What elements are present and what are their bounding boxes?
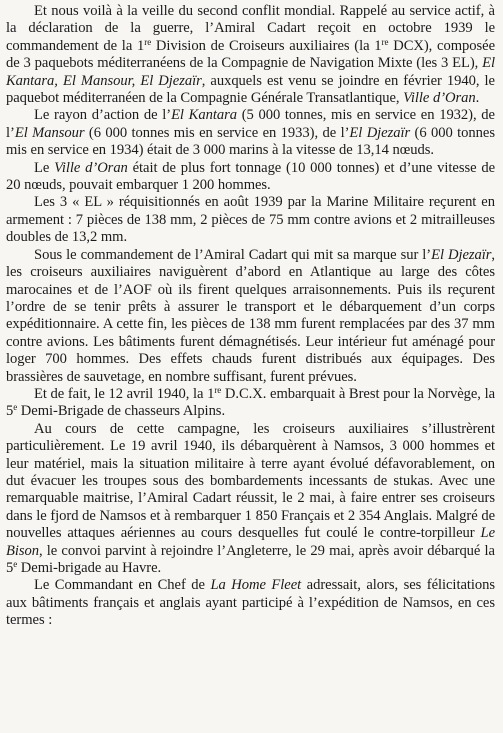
text-run: DCX), composée de 3 paquebots méditerranéens de la Compagnie de Navigation Mixte (les 3 EL), xyxy=(6,37,495,72)
italic-text: El Mansour xyxy=(14,124,85,141)
text-run: Et nous voilà à la veille du second conflit mondial. Rappelé au service actif, à la déclaration de la guerre, l’Amiral Cadart reçoit en octobre 1939 le commandement de la 1 xyxy=(6,3,495,54)
text-run: Demi-brigade au Havre. xyxy=(17,560,162,576)
superscript: re xyxy=(381,36,389,47)
text-run: Le xyxy=(34,159,55,176)
text-run: Division de Croiseurs auxiliaires (la 1 xyxy=(151,37,382,54)
paragraph xyxy=(6,107,495,159)
text-run: Sous le commandement de l’Amiral Cadart qui mit sa marque sur l’ xyxy=(34,246,432,263)
paragraph xyxy=(6,194,495,246)
text-run: , auxquels est venu se joindre en février 1940, le paquebot méditerranéen de la Compagnie Générale Transatlantique, xyxy=(6,72,495,107)
italic-text: El Djezaïr xyxy=(349,124,411,141)
italic-text: El Kantara xyxy=(171,107,237,124)
text-run: D.C.X. embarquait à Brest pour la Norvège, la 5 xyxy=(6,385,495,420)
italic-text: Le Bison xyxy=(6,525,495,559)
text-run: Demi-Brigade de chasseurs Alpins. xyxy=(17,403,226,420)
text-run: adressait, alors, ses félicitations aux bâtiments français et anglais ayant participé à l’expédition de Namsos, en ces termes : xyxy=(6,577,496,629)
text-run: Au cours de cette campagne, les croiseurs auxiliaires s’illustrèrent particulièrement. Le 19 avril 1940, ils débarquèrent à Namsos, 3 000 hommes et leur matériel, mais la situation militaire à terre ayant évolué défavorablement, on dut évacuer les troupes sous des bombardements incessants de stukas. Avec une remarquable maitrise, l’Amiral Cadart réussit, le 2 mai, à faire entrer ses croiseurs dans le fjord de Namsos et à rembarquer 1 850 Français et 2 354 Anglais. Malgré de nouvelles attaques aériennes au cours desquelles fut coulé le contre-torpilleur xyxy=(6,420,495,542)
text-run: , les croiseurs auxiliaires naviguèrent d’abord en Atlantique au large des côtes marocaines et de l’AOF où ils firent quelques arraisonnements. Puis ils reçurent l’ordre de se tenir prêts à assurer le transport et le débarquement d’un corps expéditionnaire. A cette fin, les pièces de 138 mm furent remplacées par des 37 mm contre avions. Les bâtiments furent démagnétisés. Leur intérieur fut aménagé pour loger 700 hommes. Des effets chauds furent distribués aux équipages. Des brassières de sauvetage, en nombre suffisant, furent prévues. xyxy=(6,246,495,385)
text-run: (6 000 tonnes mis en service en 1933), de l’ xyxy=(84,124,350,141)
paragraph xyxy=(6,577,495,629)
text-run: Et de fait, le 12 avril 1940, la 1 xyxy=(34,385,215,402)
paragraph xyxy=(6,421,495,578)
paragraph xyxy=(6,3,495,107)
text-run: Le rayon d’action de l’ xyxy=(34,107,172,124)
text-run: (5 000 tonnes, mis en service en 1932), de l’ xyxy=(6,107,495,141)
text-run: , le convoi parvint à rejoindre l’Angleterre, le 29 mai, après avoir débarqué la 5 xyxy=(6,542,495,576)
italic-text: El Kantara, El Mansour, El Djezaïr xyxy=(6,55,495,89)
paragraph xyxy=(6,247,495,386)
superscript: e xyxy=(13,402,18,413)
italic-text: Ville d’Oran xyxy=(403,90,476,107)
superscript: e xyxy=(13,559,18,569)
italic-text: El Djezaïr xyxy=(431,246,492,263)
superscript: re xyxy=(214,384,222,395)
superscript: re xyxy=(144,36,152,47)
text-run: (6 000 tonnes mis en service en 1934) était de 3 000 marins à la vitesse de 13,14 nœuds. xyxy=(6,124,495,159)
italic-text: La Home Fleet xyxy=(210,577,302,594)
text-run: . xyxy=(475,90,480,107)
paragraph xyxy=(6,160,495,195)
italic-text: Ville d’Oran xyxy=(54,159,128,176)
text-run: Les 3 « EL » réquisitionnés en août 1939 par la Marine Militaire reçurent en armement : 7 pièces de 138 mm, 2 pièces de 75 mm contre avions et 2 mitrailleuses doubles de 13,2 mm. xyxy=(6,194,495,246)
paragraph xyxy=(6,386,495,421)
text-run: Le Commandant en Chef de xyxy=(34,577,211,594)
text-run: était de plus fort tonnage (10 000 tonnes) et d’une vitesse de 20 nœuds, pouvait embarquer 1 200 hommes. xyxy=(6,159,495,194)
